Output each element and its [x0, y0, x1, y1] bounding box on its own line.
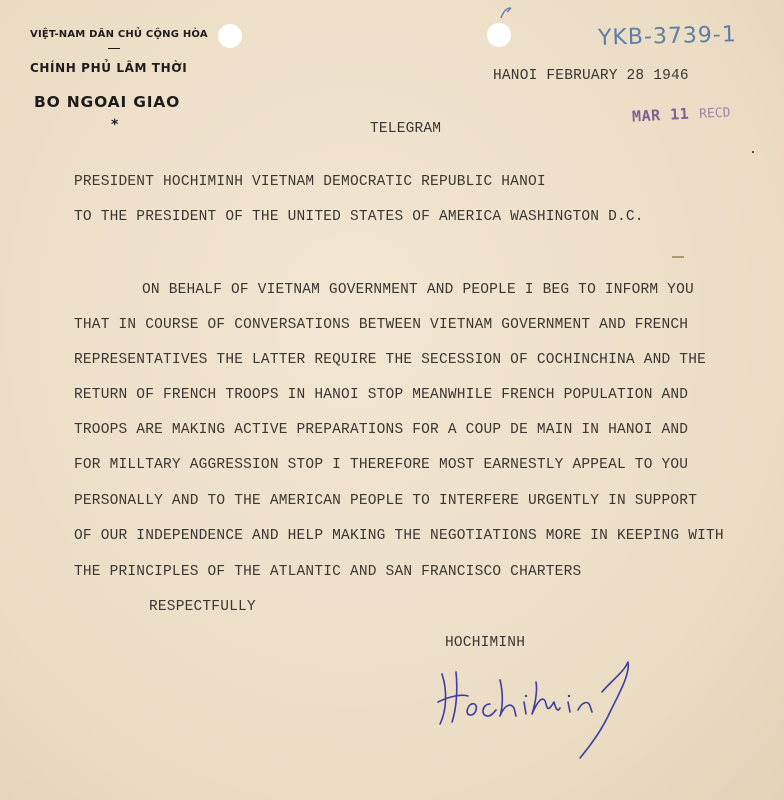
- body-line: TROOPS ARE MAKING ACTIVE PREPARATIONS FOR A COUP DE MAIN IN HANOI AND: [74, 422, 689, 438]
- received-stamp-date: MAR 11: [631, 104, 690, 126]
- signatory-name: HOCHIMINH: [445, 635, 526, 651]
- paper-speck: [672, 256, 684, 258]
- closing: RESPECTFULLY: [149, 599, 256, 615]
- body-line: RETURN OF FRENCH TROOPS IN HANOI STOP MEANWHILE FRENCH POPULATION AND: [74, 387, 689, 403]
- body-line: REPRESENTATIVES THE LATTER REQUIRE THE SECESSION OF COCHINCHINA AND THE: [74, 352, 707, 368]
- telegram-label: TELEGRAM: [370, 121, 442, 137]
- sender-line: PRESIDENT HOCHIMINH VIETNAM DEMOCRATIC REPUBLIC HANOI: [74, 174, 546, 190]
- pencil-mark-icon: [498, 6, 514, 20]
- body-line: OF OUR INDEPENDENCE AND HELP MAKING THE NEGOTIATIONS MORE IN KEEPING WITH: [74, 528, 724, 544]
- paper-speck: [752, 151, 754, 153]
- letterhead-government: CHÍNH PHỦ LÂM THỜI: [30, 61, 188, 75]
- date-line: HANOI FEBRUARY 28 1946: [493, 68, 689, 84]
- body-line: PERSONALLY AND TO THE AMERICAN PEOPLE TO INTERFERE URGENTLY IN SUPPORT: [74, 493, 698, 509]
- received-stamp-label: RECD: [698, 105, 731, 123]
- punch-hole-right: [487, 23, 511, 47]
- file-number: YKB-3739-1: [597, 22, 738, 51]
- received-stamp: [632, 102, 731, 126]
- recipient-line: TO THE PRESIDENT OF THE UNITED STATES OF AMERICA WASHINGTON D.C.: [74, 209, 644, 225]
- body-line: FOR MILLTARY AGGRESSION STOP I THEREFORE MOST EARNESTLY APPEAL TO YOU: [74, 457, 689, 473]
- body-line: ON BEHALF OF VIETNAM GOVERNMENT AND PEOPLE I BEG TO INFORM YOU: [142, 282, 694, 298]
- signature: [428, 652, 648, 764]
- body-line: THAT IN COURSE OF CONVERSATIONS BETWEEN VIETNAM GOVERNMENT AND FRENCH: [74, 317, 689, 333]
- letterhead-divider: [108, 48, 120, 49]
- punch-hole-left: [218, 24, 242, 48]
- letterhead-ministry: BO NGOAI GIAO: [34, 93, 181, 111]
- body-line: THE PRINCIPLES OF THE ATLANTIC AND SAN FRANCISCO CHARTERS: [74, 564, 582, 580]
- letterhead-country: VIỆT-NAM DÂN CHỦ CỘNG HÒA: [30, 29, 208, 40]
- letterhead-star: *: [111, 117, 119, 133]
